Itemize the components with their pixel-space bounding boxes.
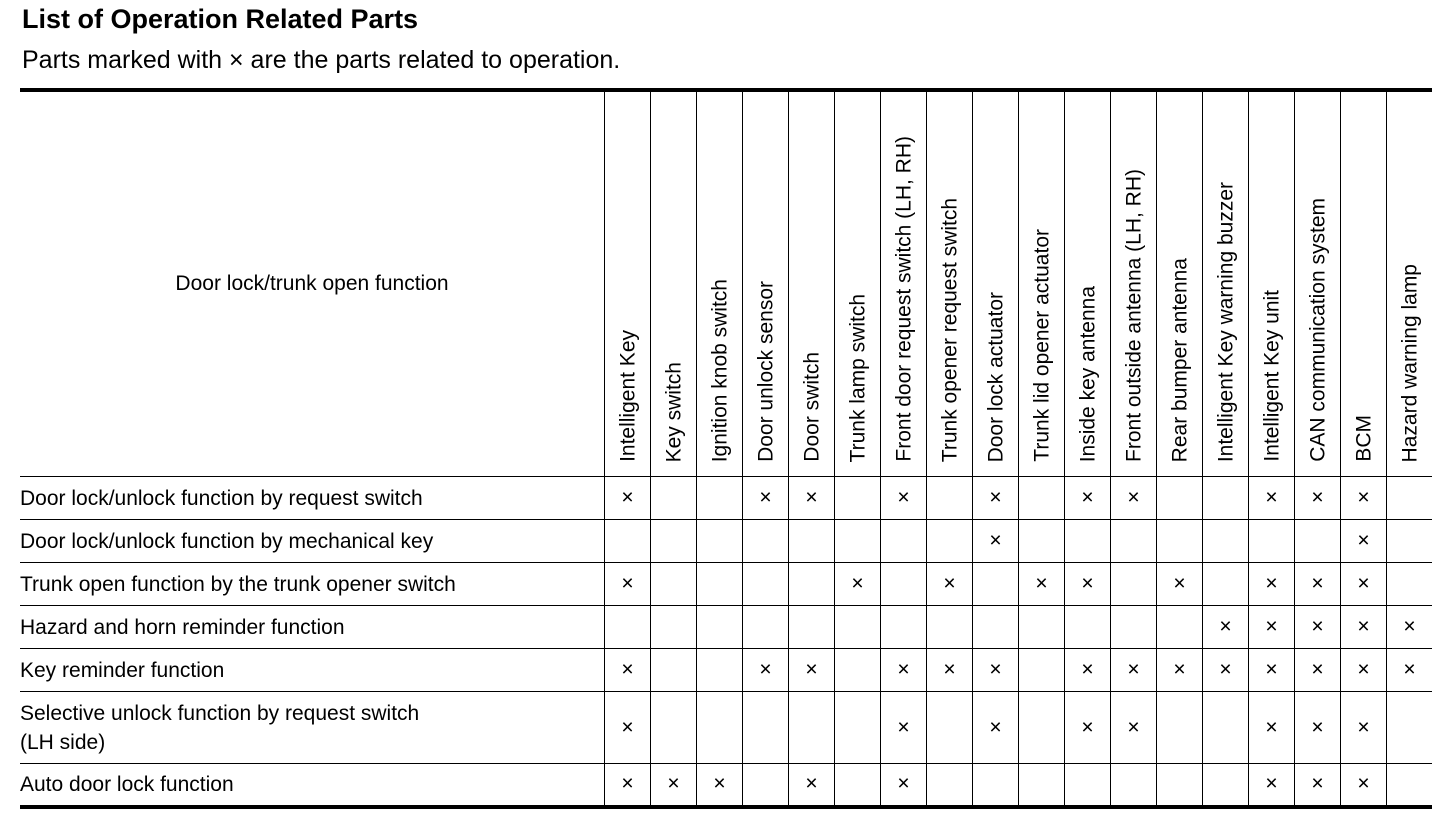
mark-cell-marked: × [1387, 606, 1433, 649]
mark-cell-marked: × [1249, 477, 1295, 520]
row-label: Selective unlock function by request switch (LH side) [20, 692, 605, 764]
column-header-4 [789, 90, 835, 477]
mark-cell-empty [835, 477, 881, 520]
column-header-6 [881, 90, 927, 477]
column-header-label: Rear bumper antenna [1168, 257, 1191, 462]
column-header-label: BCM [1352, 415, 1375, 462]
mark-cell-marked: × [789, 477, 835, 520]
mark-cell-empty [973, 563, 1019, 606]
mark-cell-marked: × [881, 477, 927, 520]
column-header-label: Ignition knob switch [708, 278, 731, 462]
mark-cell-empty [743, 606, 789, 649]
column-header-11 [1111, 90, 1157, 477]
column-header-label: Key switch [662, 361, 685, 462]
table-row [20, 649, 1432, 692]
mark-cell-marked: × [1111, 477, 1157, 520]
mark-cell-empty [973, 764, 1019, 807]
mark-cell-marked: × [1295, 563, 1341, 606]
mark-cell-marked: × [927, 649, 973, 692]
mark-cell-empty [927, 520, 973, 563]
mark-cell-marked: × [1065, 477, 1111, 520]
column-header-label: Intelligent Key warning buzzer [1214, 181, 1237, 462]
table-row [20, 764, 1432, 807]
mark-cell-empty [743, 764, 789, 807]
mark-cell-empty [1111, 563, 1157, 606]
mark-cell-empty [1295, 520, 1341, 563]
mark-cell-empty [835, 692, 881, 764]
mark-cell-empty [789, 692, 835, 764]
mark-cell-empty [927, 606, 973, 649]
column-header-label: Trunk lamp switch [846, 293, 869, 462]
mark-cell-marked: × [973, 477, 1019, 520]
table-header-row [20, 90, 1432, 477]
mark-cell-empty [1065, 606, 1111, 649]
mark-cell-marked: × [605, 649, 651, 692]
mark-cell-marked: × [1387, 649, 1433, 692]
mark-cell-empty [1111, 520, 1157, 563]
mark-cell-marked: × [1249, 606, 1295, 649]
column-header-label: Door lock actuator [984, 291, 1007, 462]
mark-cell-empty [973, 606, 1019, 649]
operation-parts-table [20, 88, 1432, 809]
column-header-12 [1157, 90, 1203, 477]
mark-cell-marked: × [973, 649, 1019, 692]
mark-cell-empty [1387, 692, 1433, 764]
mark-cell-empty [651, 606, 697, 649]
mark-cell-marked: × [1341, 649, 1387, 692]
column-header-label: Front outside antenna (LH, RH) [1122, 169, 1145, 462]
mark-cell-marked: × [973, 520, 1019, 563]
mark-cell-empty [1065, 520, 1111, 563]
mark-cell-empty [1019, 692, 1065, 764]
column-header-label: CAN communication system [1306, 198, 1329, 462]
column-header-1 [651, 90, 697, 477]
mark-cell-marked: × [1249, 692, 1295, 764]
mark-cell-marked: × [697, 764, 743, 807]
mark-cell-marked: × [1341, 606, 1387, 649]
mark-cell-empty [743, 563, 789, 606]
row-label: Auto door lock function [20, 764, 605, 807]
mark-cell-marked: × [1295, 764, 1341, 807]
mark-cell-empty [1157, 606, 1203, 649]
mark-cell-empty [1203, 477, 1249, 520]
column-header-0 [605, 90, 651, 477]
mark-cell-empty [1249, 520, 1295, 563]
mark-cell-empty [743, 520, 789, 563]
mark-cell-marked: × [1065, 649, 1111, 692]
column-header-7 [927, 90, 973, 477]
mark-cell-marked: × [743, 477, 789, 520]
mark-cell-empty [1387, 477, 1433, 520]
column-header-5 [835, 90, 881, 477]
column-header-9 [1019, 90, 1065, 477]
mark-cell-empty [697, 606, 743, 649]
mark-cell-marked: × [1295, 692, 1341, 764]
mark-cell-marked: × [605, 563, 651, 606]
mark-cell-marked: × [973, 692, 1019, 764]
column-header-label: Hazard warning lamp [1398, 263, 1421, 462]
mark-cell-empty [1203, 692, 1249, 764]
mark-cell-marked: × [881, 692, 927, 764]
mark-cell-empty [927, 764, 973, 807]
page-title: List of Operation Related Parts [22, 4, 419, 34]
mark-cell-marked: × [1341, 563, 1387, 606]
mark-cell-empty [1019, 606, 1065, 649]
mark-cell-empty [697, 649, 743, 692]
mark-cell-marked: × [789, 649, 835, 692]
mark-cell-empty [1019, 764, 1065, 807]
mark-cell-marked: × [1341, 692, 1387, 764]
column-header-3 [743, 90, 789, 477]
mark-cell-marked: × [1157, 649, 1203, 692]
mark-cell-marked: × [605, 477, 651, 520]
column-header-8 [973, 90, 1019, 477]
mark-cell-marked: × [1341, 477, 1387, 520]
column-header-label: Door switch [800, 352, 823, 462]
mark-cell-empty [605, 606, 651, 649]
mark-cell-empty [1203, 520, 1249, 563]
mark-cell-marked: × [1249, 764, 1295, 807]
mark-cell-marked: × [1065, 563, 1111, 606]
row-label: Key reminder function [20, 649, 605, 692]
mark-cell-empty [697, 477, 743, 520]
column-header-10 [1065, 90, 1111, 477]
column-header-label: Trunk opener request switch [938, 197, 961, 462]
mark-cell-marked: × [1249, 563, 1295, 606]
mark-cell-marked: × [1249, 649, 1295, 692]
mark-cell-empty [697, 520, 743, 563]
mark-cell-empty [697, 692, 743, 764]
mark-cell-empty [835, 764, 881, 807]
mark-cell-empty [881, 563, 927, 606]
mark-cell-empty [1203, 563, 1249, 606]
mark-cell-empty [835, 606, 881, 649]
mark-cell-empty [927, 477, 973, 520]
mark-cell-empty [1387, 563, 1433, 606]
column-header-label: Front door request switch (LH, RH) [892, 136, 915, 462]
row-label: Door lock/unlock function by mechanical key [20, 520, 605, 563]
mark-cell-empty [1387, 520, 1433, 563]
row-label: Door lock/unlock function by request switch [20, 477, 605, 520]
mark-cell-empty [1065, 764, 1111, 807]
column-header-2 [697, 90, 743, 477]
mark-cell-empty [697, 563, 743, 606]
mark-cell-empty [1111, 764, 1157, 807]
mark-cell-empty [651, 520, 697, 563]
row-label: Hazard and horn reminder function [20, 606, 605, 649]
table-row [20, 692, 1432, 764]
mark-cell-empty [835, 649, 881, 692]
column-header-label: Intelligent Key unit [1260, 290, 1283, 462]
mark-cell-marked: × [1295, 477, 1341, 520]
mark-cell-marked: × [743, 649, 789, 692]
mark-cell-marked: × [1157, 563, 1203, 606]
mark-cell-empty [1019, 477, 1065, 520]
mark-cell-empty [1157, 520, 1203, 563]
table-row [20, 520, 1432, 563]
mark-cell-marked: × [881, 649, 927, 692]
mark-cell-marked: × [789, 764, 835, 807]
mark-cell-marked: × [605, 692, 651, 764]
mark-cell-empty [651, 692, 697, 764]
mark-cell-marked: × [1111, 649, 1157, 692]
mark-cell-empty [881, 520, 927, 563]
mark-cell-marked: × [1295, 606, 1341, 649]
mark-cell-marked: × [1065, 692, 1111, 764]
mark-cell-empty [1019, 649, 1065, 692]
column-header-16 [1341, 90, 1387, 477]
mark-cell-empty [789, 520, 835, 563]
mark-cell-empty [1157, 764, 1203, 807]
mark-cell-empty [651, 649, 697, 692]
page-subtitle: Parts marked with × are the parts related to operation. [22, 46, 621, 74]
mark-cell-empty [1387, 764, 1433, 807]
column-header-14 [1249, 90, 1295, 477]
column-header-label: Trunk lid opener actuator [1030, 229, 1053, 462]
mark-cell-marked: × [1019, 563, 1065, 606]
mark-cell-empty [651, 563, 697, 606]
column-header-label: Inside key antenna [1076, 285, 1099, 462]
table-row [20, 563, 1432, 606]
mark-cell-empty [789, 606, 835, 649]
table-body [20, 477, 1432, 807]
column-header-17 [1387, 90, 1433, 477]
mark-cell-empty [835, 520, 881, 563]
column-header-13 [1203, 90, 1249, 477]
mark-cell-marked: × [605, 764, 651, 807]
mark-cell-empty [605, 520, 651, 563]
mark-cell-empty [1157, 692, 1203, 764]
mark-cell-marked: × [651, 764, 697, 807]
mark-cell-marked: × [1341, 764, 1387, 807]
mark-cell-marked: × [835, 563, 881, 606]
mark-cell-marked: × [1295, 649, 1341, 692]
mark-cell-marked: × [1203, 649, 1249, 692]
mark-cell-empty [1157, 477, 1203, 520]
column-header-label: Intelligent Key [616, 330, 639, 462]
mark-cell-marked: × [881, 764, 927, 807]
mark-cell-marked: × [1341, 520, 1387, 563]
table-row [20, 477, 1432, 520]
row-label: Trunk open function by the trunk opener switch [20, 563, 605, 606]
mark-cell-marked: × [1111, 692, 1157, 764]
column-header-label: Door unlock sensor [754, 281, 777, 462]
mark-cell-empty [927, 692, 973, 764]
function-column-header: Door lock/trunk open function [20, 90, 605, 477]
mark-cell-marked: × [1203, 606, 1249, 649]
mark-cell-marked: × [927, 563, 973, 606]
mark-cell-empty [881, 606, 927, 649]
mark-cell-empty [743, 692, 789, 764]
column-header-15 [1295, 90, 1341, 477]
mark-cell-empty [1203, 764, 1249, 807]
mark-cell-empty [1111, 606, 1157, 649]
mark-cell-empty [651, 477, 697, 520]
mark-cell-empty [789, 563, 835, 606]
mark-cell-empty [1019, 520, 1065, 563]
table-row [20, 606, 1432, 649]
